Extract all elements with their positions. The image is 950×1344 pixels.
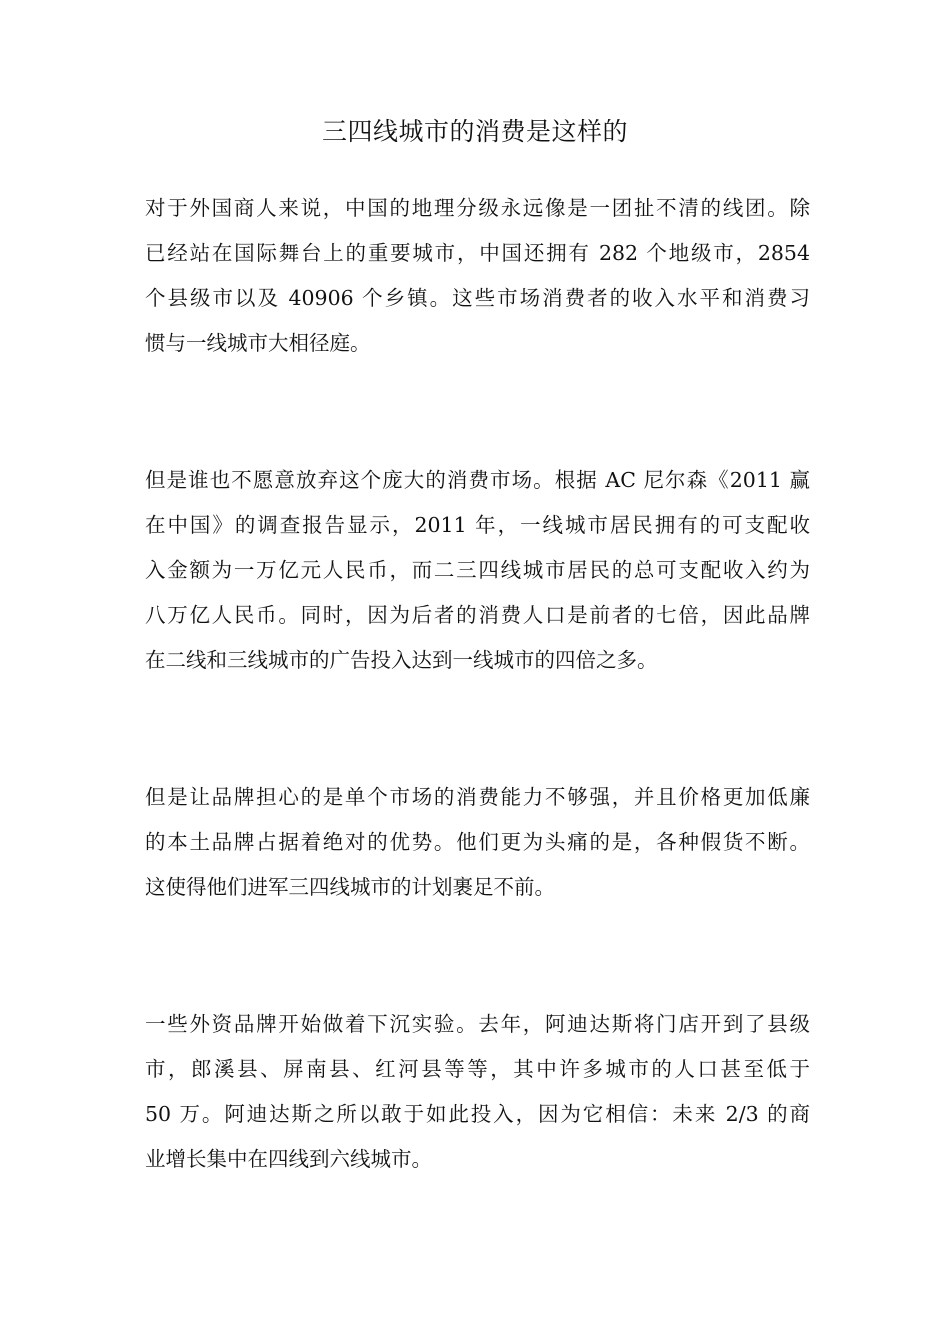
paragraph-line: 一些外资品牌开始做着下沉实验。去年，阿迪达斯将门店开到了县级 (145, 1012, 810, 1036)
paragraph-3 (145, 775, 810, 910)
paragraph-line: 个县级市以及 40906 个乡镇。这些市场消费者的收入水平和消费习 (145, 286, 810, 310)
paragraph-line: 入金额为一万亿元人民币，而二三四线城市居民的总可支配收入约为 (145, 558, 810, 582)
paragraph-line: 的本土品牌占据着绝对的优势。他们更为头痛的是，各种假货不断。 (145, 830, 810, 854)
paragraph-1 (145, 186, 810, 366)
paragraph-line: 业增长集中在四线到六线城市。 (145, 1147, 432, 1171)
paragraph-line: 八万亿人民币。同时，因为后者的消费人口是前者的七倍，因此品牌 (145, 603, 810, 627)
document-title: 三四线城市的消费是这样的 (321, 117, 628, 146)
paragraph-line: 对于外国商人来说，中国的地理分级永远像是一团扯不清的线团。除 (145, 196, 810, 220)
paragraph-line: 市，郎溪县、屏南县、红河县等等，其中许多城市的人口甚至低于 (145, 1057, 810, 1081)
paragraph-line: 但是谁也不愿意放弃这个庞大的消费市场。根据 AC 尼尔森《2011 赢 (145, 468, 810, 492)
paragraph-line: 在中国》的调查报告显示，2011 年，一线城市居民拥有的可支配收 (145, 513, 810, 537)
paragraph-line: 但是让品牌担心的是单个市场的消费能力不够强，并且价格更加低廉 (145, 785, 810, 809)
paragraph-line: 在二线和三线城市的广告投入达到一线城市的四倍之多。 (145, 648, 658, 672)
paragraph-2 (145, 458, 810, 683)
paragraph-line: 50 万。阿迪达斯之所以敢于如此投入，因为它相信：未来 2/3 的商 (145, 1102, 810, 1126)
paragraph-line: 已经站在国际舞台上的重要城市，中国还拥有 282 个地级市，2854 (145, 241, 810, 265)
paragraph-line: 惯与一线城市大相径庭。 (145, 331, 371, 355)
paragraph-4 (145, 1002, 810, 1182)
paragraph-line: 这使得他们进军三四线城市的计划裹足不前。 (145, 875, 555, 899)
